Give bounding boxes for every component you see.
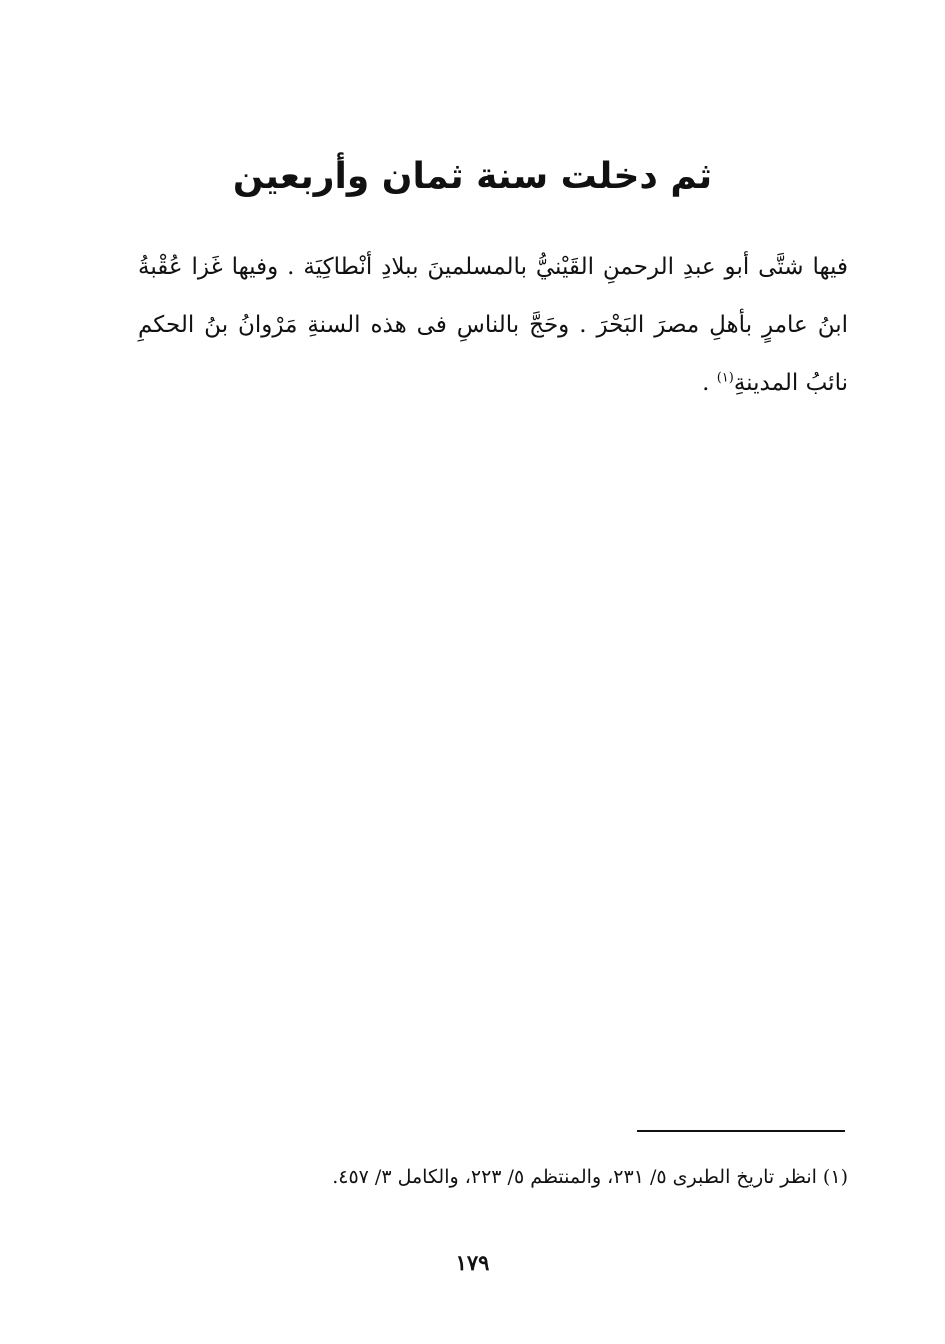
footnote-reference: (١) [716,370,734,386]
paragraph-text: فيها شتَّى أبو عبدِ الرحمنِ القَيْنيُّ بالمسلمينَ ببلادِ أنْطاكِيَة . وفيها غَزا عُقْبةُ ابنُ عامرٍ بأهلِ مصرَ البَحْرَ . وحَجَّ بالناسِ فى هذه السنةِ مَرْوانُ بنُ الحكمِ نائبُ المدينةِ [138,254,848,396]
chapter-title: ثم دخلت سنة ثمان وأربعين [232,156,713,197]
body-paragraph [138,238,848,412]
paragraph-end: . [702,370,717,396]
footnote: (١) انظر تاريخ الطبرى ٥/ ٢٣١، والمنتظم ٥/ ٢٢٣، والكامل ٣/ ٤٥٧. [332,1166,848,1188]
page-number: ١٧٩ [455,1250,490,1275]
footnote-separator [637,1130,845,1132]
